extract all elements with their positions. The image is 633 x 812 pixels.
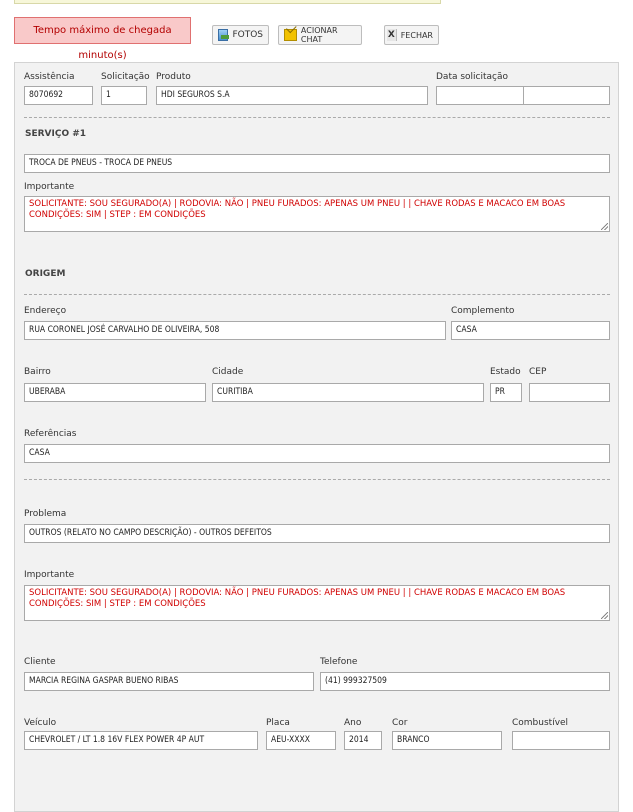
bairro-label: Bairro bbox=[24, 367, 51, 377]
acionar-chat-label: ACIONAR CHAT bbox=[300, 26, 338, 44]
data-solicitacao-date-field[interactable] bbox=[436, 86, 524, 105]
cliente-label: Cliente bbox=[24, 657, 56, 667]
ano-field[interactable]: 2014 bbox=[344, 731, 382, 750]
telefone-label: Telefone bbox=[320, 657, 358, 667]
referencias-label: Referências bbox=[24, 429, 77, 439]
servico-importante-textarea[interactable] bbox=[24, 196, 610, 232]
cor-label: Cor bbox=[392, 718, 408, 728]
divider bbox=[24, 294, 610, 295]
data-solicitacao-label: Data solicitação bbox=[436, 72, 509, 82]
resize-handle[interactable] bbox=[601, 223, 608, 230]
servico-section-title: SERVIÇO #1 bbox=[25, 129, 87, 139]
divider bbox=[24, 117, 610, 118]
complemento-field[interactable]: CASA bbox=[451, 321, 610, 340]
placa-field[interactable]: AEU-XXXX bbox=[266, 731, 336, 750]
acionar-chat-button[interactable] bbox=[278, 25, 362, 45]
fechar-button[interactable] bbox=[384, 25, 439, 45]
arrival-time-alert: Tempo máximo de chegada minuto(s) bbox=[14, 17, 191, 44]
combustivel-label: Combustível bbox=[512, 718, 569, 728]
problema-importante-label: Importante bbox=[24, 570, 75, 580]
fotos-button-label: FOTOS bbox=[232, 30, 263, 40]
servico-description-field[interactable]: TROCA DE PNEUS - TROCA DE PNEUS bbox=[24, 154, 610, 173]
assistencia-field[interactable]: 8070692 bbox=[24, 86, 93, 105]
telefone-field[interactable]: (41) 999327509 bbox=[320, 672, 610, 691]
cliente-field[interactable]: MARCIA REGINA GASPAR BUENO RIBAS bbox=[24, 672, 314, 691]
problema-importante-text: SOLICITANTE: SOU SEGURADO(A) | RODOVIA: NÃO | PNEU FURADOS: APENAS UM PNEU | | CHAVE RODAS E MACACO EM BOAS CONDIÇÕES: SIM | STEP : EM CONDIÇÕES bbox=[29, 588, 566, 609]
referencias-field[interactable]: CASA bbox=[24, 444, 610, 463]
assistencia-label: Assistência bbox=[24, 72, 75, 82]
veiculo-field[interactable]: CHEVROLET / LT 1.8 16V FLEX POWER 4P AUT bbox=[24, 731, 258, 750]
fechar-label: FECHAR bbox=[400, 30, 433, 40]
data-solicitacao-time-field[interactable] bbox=[523, 86, 610, 105]
servico-importante-text: SOLICITANTE: SOU SEGURADO(A) | RODOVIA: NÃO | PNEU FURADOS: APENAS UM PNEU | | CHAVE RODAS E MACACO EM BOAS CONDIÇÕES: SIM | STEP : EM CONDIÇÕES bbox=[29, 199, 566, 220]
problema-field[interactable]: OUTROS (RELATO NO CAMPO DESCRIÇÃO) - OUTROS DEFEITOS bbox=[24, 524, 610, 543]
service-detail-panel bbox=[14, 62, 619, 812]
cidade-field[interactable]: CURITIBA bbox=[212, 383, 484, 402]
close-icon: X bbox=[387, 30, 395, 40]
endereco-label: Endereço bbox=[24, 306, 67, 316]
complemento-label: Complemento bbox=[451, 306, 515, 316]
cidade-label: Cidade bbox=[212, 367, 244, 377]
cep-field[interactable] bbox=[529, 383, 610, 402]
bairro-field[interactable]: UBERABA bbox=[24, 383, 206, 402]
fotos-button[interactable] bbox=[212, 25, 269, 45]
problema-label: Problema bbox=[24, 509, 67, 519]
estado-label: Estado bbox=[490, 367, 521, 377]
endereco-field[interactable]: RUA CORONEL JOSÉ CARVALHO DE OLIVEIRA, 508 bbox=[24, 321, 446, 340]
solicitacao-field[interactable]: 1 bbox=[101, 86, 147, 105]
placa-label: Placa bbox=[266, 718, 290, 728]
top-notice-strip bbox=[14, 0, 441, 4]
envelope-icon bbox=[284, 29, 297, 41]
cor-field[interactable]: BRANCO bbox=[392, 731, 502, 750]
problema-importante-textarea[interactable] bbox=[24, 585, 610, 621]
estado-field[interactable]: PR bbox=[490, 383, 522, 402]
origem-section-title: ORIGEM bbox=[25, 269, 66, 279]
resize-handle[interactable] bbox=[601, 612, 608, 619]
combustivel-field[interactable] bbox=[512, 731, 610, 750]
photo-icon bbox=[218, 29, 228, 41]
produto-label: Produto bbox=[156, 72, 191, 82]
cep-label: CEP bbox=[529, 367, 547, 377]
servico-importante-label: Importante bbox=[24, 182, 75, 192]
solicitacao-label: Solicitação bbox=[101, 72, 150, 82]
ano-label: Ano bbox=[344, 718, 362, 728]
produto-field[interactable]: HDI SEGUROS S.A bbox=[156, 86, 428, 105]
divider bbox=[24, 479, 610, 480]
veiculo-label: Veículo bbox=[24, 718, 57, 728]
